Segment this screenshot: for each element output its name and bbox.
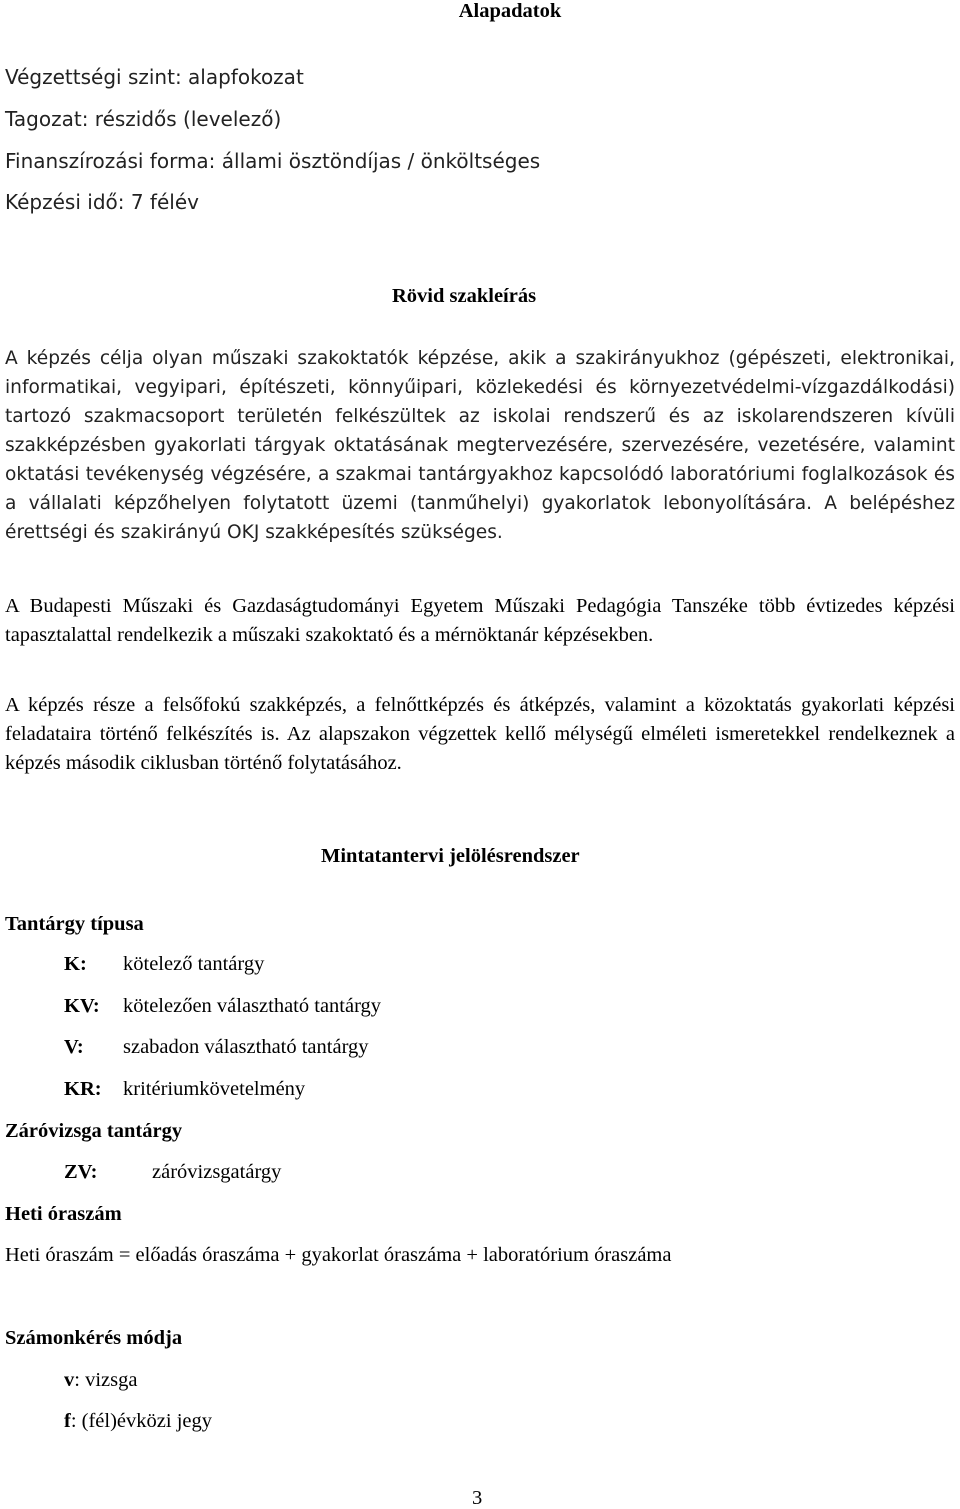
assessment-code-f: f (64, 1410, 71, 1432)
assessment-text-f: : (fél)évközi jegy (70, 1410, 212, 1432)
section-title-description: Rövid szakleírás (392, 285, 537, 307)
subject-type-text-v: szabadon választható tantárgy (123, 1036, 369, 1058)
basics-level: Végzettségi szint: alapfokozat (5, 65, 304, 89)
subject-type-text-kv: kötelezően választható tantárgy (123, 995, 382, 1017)
weekly-hours-formula: Heti óraszám = előadás óraszáma + gyakorlat óraszáma + laboratórium óraszáma (5, 1244, 672, 1266)
final-exam-text: záróvizsgatárgy (152, 1161, 282, 1183)
basics-mode: Tagozat: részidős (levelező) (5, 107, 282, 131)
section-title-legend: Mintatantervi jelölésrendszer (321, 845, 580, 867)
subject-type-code-k: K: (64, 953, 87, 975)
assessment-item-exam (64, 1370, 137, 1391)
subject-type-text-k: kötelező tantárgy (123, 953, 265, 975)
weekly-hours-heading: Heti óraszám (5, 1203, 122, 1225)
page-number: 3 (472, 1487, 483, 1509)
subject-type-heading: Tantárgy típusa (5, 913, 144, 935)
assessment-text-v: : vizsga (74, 1369, 138, 1391)
basics-duration: Képzési idő: 7 félév (5, 190, 199, 214)
assessment-item-midterm (64, 1411, 212, 1432)
final-exam-code: ZV: (64, 1161, 98, 1183)
final-exam-heading: Záróvizsga tantárgy (5, 1120, 183, 1142)
section-title-basics: Alapadatok (458, 0, 562, 22)
assessment-heading: Számonkérés módja (5, 1327, 183, 1349)
description-paragraph-2: A Budapesti Műszaki és Gazdaságtudományi Egyetem Műszaki Pedagógia Tanszéke több évtizedes képzési tapasztalattal rendelkezik a műszaki szakoktató és a mérnöktanár képzésekben. (5, 595, 955, 646)
subject-type-code-kv: KV: (64, 995, 100, 1017)
subject-type-code-kr: KR: (64, 1078, 102, 1100)
description-paragraph-3: A képzés része a felsőfokú szakképzés, a felnőttképzés és átképzés, valamint a közoktatás gyakorlati képzési feladataira történő felkészítés is. Az alapszakon végzettek kellő mélységű elméleti ismeretekkel rendelkeznek a képzés második ciklusban történő folytatásához. (5, 694, 955, 774)
subject-type-code-v: V: (64, 1036, 84, 1058)
assessment-code-v: v (64, 1369, 75, 1391)
description-paragraph-1: A képzés célja olyan műszaki szakoktatók képzése, akik a szakirányukhoz (gépészeti, elektronikai, informatikai, vegyipari, építészeti, könnyűipari, közlekedési és környezetvédelmi-vízgazdálkodási) tartozó szakmacsoport területén felkészültek az iskolai rendszerű és az iskolarendszeren kívüli szakképzésben gyakorlati tárgyak oktatásának megtervezésére, szervezésére, vezetésére, valamint oktatási tevékenység végzésére, a szakmai tantárgyakhoz kapcsolódó laboratóriumi foglalkozások és a vállalati képzőhelyen folytatott üzemi (tanműhelyi) gyakorlatok lebonyolítására. A belépéshez érettségi és szakirányú OKJ szakképesítés szükséges. (5, 348, 955, 543)
basics-funding: Finanszírozási forma: állami ösztöndíjas / önköltséges (5, 149, 541, 173)
subject-type-text-kr: kritériumkövetelmény (123, 1078, 306, 1100)
